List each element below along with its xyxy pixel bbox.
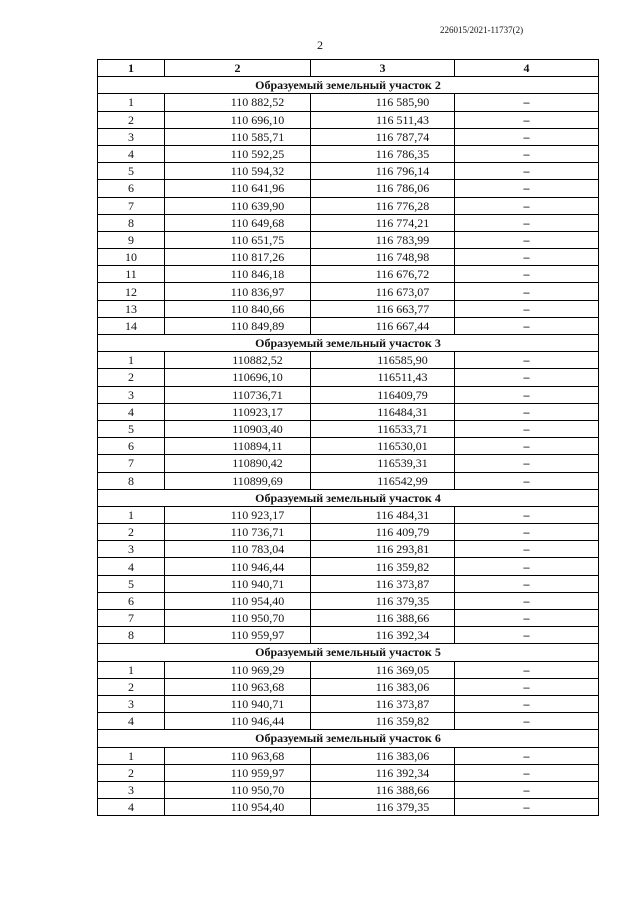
description-cell: – xyxy=(455,627,599,644)
coordinate-value: 116 379,35 xyxy=(375,593,430,608)
description-cell: – xyxy=(455,472,599,489)
coordinate-value: 110 849,89 xyxy=(230,318,285,333)
coordinate-value: 116484,31 xyxy=(377,404,428,419)
coordinate-value: 116585,90 xyxy=(377,353,428,368)
y-coordinate-cell xyxy=(311,249,455,266)
point-number-cell: 8 xyxy=(98,627,165,644)
coordinate-value: 116 786,35 xyxy=(375,147,430,162)
y-coordinate-cell xyxy=(311,781,455,798)
description-cell: – xyxy=(455,713,599,730)
x-coordinate-cell xyxy=(165,231,311,248)
coordinate-value: 116 511,43 xyxy=(375,112,430,127)
coordinate-value: 110 651,75 xyxy=(230,232,285,247)
coordinate-value: 116 392,34 xyxy=(375,765,430,780)
section-title: Образуемый земельный участок 6 xyxy=(98,730,599,747)
description-cell: – xyxy=(455,747,599,764)
x-coordinate-cell xyxy=(165,472,311,489)
point-number-cell: 3 xyxy=(98,781,165,798)
point-number-cell: 8 xyxy=(98,472,165,489)
coordinate-value: 110 946,44 xyxy=(230,559,285,574)
table-row xyxy=(98,94,599,111)
coordinate-value: 110 959,97 xyxy=(230,628,285,643)
point-number-cell: 2 xyxy=(98,764,165,781)
x-coordinate-cell xyxy=(165,180,311,197)
coordinate-value: 110 963,68 xyxy=(230,679,285,694)
y-coordinate-cell xyxy=(311,197,455,214)
coordinate-value: 116 673,07 xyxy=(375,284,430,299)
description-cell: – xyxy=(455,197,599,214)
x-coordinate-cell xyxy=(165,558,311,575)
x-coordinate-cell xyxy=(165,575,311,592)
y-coordinate-cell xyxy=(311,145,455,162)
coordinate-value: 116 796,14 xyxy=(375,164,430,179)
point-number-cell: 1 xyxy=(98,661,165,678)
x-coordinate-cell xyxy=(165,438,311,455)
x-coordinate-cell xyxy=(165,386,311,403)
coordinate-value: 110890,42 xyxy=(232,456,283,471)
coordinate-value: 116 748,98 xyxy=(375,250,430,265)
description-cell: – xyxy=(455,420,599,437)
coordinate-value: 110 969,29 xyxy=(230,662,285,677)
coordinate-value: 110 641,96 xyxy=(230,181,285,196)
table-row xyxy=(98,369,599,386)
table-row xyxy=(98,506,599,523)
description-cell: – xyxy=(455,266,599,283)
table-row xyxy=(98,592,599,609)
section-title: Образуемый земельный участок 2 xyxy=(98,77,599,94)
coordinate-value: 110 840,66 xyxy=(230,301,285,316)
y-coordinate-cell xyxy=(311,369,455,386)
point-number-cell: 4 xyxy=(98,403,165,420)
coordinate-value: 110 940,71 xyxy=(230,576,285,591)
coordinate-value: 116 388,66 xyxy=(375,611,430,626)
point-number-cell: 14 xyxy=(98,317,165,334)
description-cell: – xyxy=(455,231,599,248)
description-cell: – xyxy=(455,695,599,712)
x-coordinate-cell xyxy=(165,610,311,627)
y-coordinate-cell xyxy=(311,266,455,283)
description-cell: – xyxy=(455,403,599,420)
y-coordinate-cell xyxy=(311,747,455,764)
coordinate-value: 116 484,31 xyxy=(375,507,430,522)
description-cell: – xyxy=(455,145,599,162)
table-row xyxy=(98,249,599,266)
coordinate-value: 116 388,66 xyxy=(375,782,430,797)
coordinate-value: 116 787,74 xyxy=(375,129,430,144)
coordinate-value: 110 817,26 xyxy=(230,250,285,265)
coordinate-value: 110 940,71 xyxy=(230,697,285,712)
table-header-row xyxy=(98,60,599,77)
table-row xyxy=(98,627,599,644)
coordinates-table xyxy=(97,59,599,816)
coordinate-value: 116 786,06 xyxy=(375,181,430,196)
point-number-cell: 4 xyxy=(98,799,165,816)
x-coordinate-cell xyxy=(165,781,311,798)
coordinate-value: 110 696,10 xyxy=(230,112,285,127)
point-number-cell: 9 xyxy=(98,231,165,248)
x-coordinate-cell xyxy=(165,799,311,816)
table-row xyxy=(98,610,599,627)
description-cell: – xyxy=(455,678,599,695)
coordinate-value: 116533,71 xyxy=(377,422,428,437)
y-coordinate-cell xyxy=(311,180,455,197)
table-row xyxy=(98,678,599,695)
point-number-cell: 3 xyxy=(98,541,165,558)
x-coordinate-cell xyxy=(165,541,311,558)
description-cell: – xyxy=(455,369,599,386)
point-number-cell: 10 xyxy=(98,249,165,266)
description-cell: – xyxy=(455,128,599,145)
table-row xyxy=(98,231,599,248)
point-number-cell: 3 xyxy=(98,128,165,145)
section-header-row xyxy=(98,335,599,352)
document-number: 226015/2021-11737(2) xyxy=(440,25,524,35)
point-number-cell: 4 xyxy=(98,558,165,575)
table-row xyxy=(98,197,599,214)
x-coordinate-cell xyxy=(165,111,311,128)
coordinate-value: 110882,52 xyxy=(232,353,283,368)
coordinate-value: 110 836,97 xyxy=(230,284,285,299)
description-cell: – xyxy=(455,558,599,575)
x-coordinate-cell xyxy=(165,747,311,764)
table-row xyxy=(98,214,599,231)
point-number-cell: 12 xyxy=(98,283,165,300)
coordinate-value: 116 373,87 xyxy=(375,697,430,712)
description-cell: – xyxy=(455,111,599,128)
description-cell: – xyxy=(455,764,599,781)
point-number-cell: 1 xyxy=(98,94,165,111)
coordinate-value: 110 950,70 xyxy=(230,611,285,626)
coordinate-value: 116530,01 xyxy=(377,439,428,454)
coordinate-value: 110 963,68 xyxy=(230,748,285,763)
coordinate-value: 116 359,82 xyxy=(375,559,430,574)
description-cell: – xyxy=(455,352,599,369)
coordinate-value: 110903,40 xyxy=(232,422,283,437)
coordinate-value: 116 383,06 xyxy=(375,679,430,694)
description-cell: – xyxy=(455,438,599,455)
y-coordinate-cell xyxy=(311,713,455,730)
table-row xyxy=(98,403,599,420)
coordinate-value: 116542,99 xyxy=(377,473,428,488)
y-coordinate-cell xyxy=(311,678,455,695)
description-cell: – xyxy=(455,249,599,266)
coordinate-value: 116 383,06 xyxy=(375,748,430,763)
coordinate-value: 116 359,82 xyxy=(375,714,430,729)
x-coordinate-cell xyxy=(165,163,311,180)
coordinate-value: 110 592,25 xyxy=(230,147,285,162)
coordinate-value: 116 776,28 xyxy=(375,198,430,213)
description-cell: – xyxy=(455,283,599,300)
point-number-cell: 13 xyxy=(98,300,165,317)
point-number-cell: 4 xyxy=(98,713,165,730)
y-coordinate-cell xyxy=(311,472,455,489)
column-header-1: 1 xyxy=(98,60,165,77)
y-coordinate-cell xyxy=(311,317,455,334)
point-number-cell: 2 xyxy=(98,369,165,386)
y-coordinate-cell xyxy=(311,352,455,369)
y-coordinate-cell xyxy=(311,506,455,523)
point-number-cell: 3 xyxy=(98,386,165,403)
description-cell: – xyxy=(455,592,599,609)
table-row xyxy=(98,524,599,541)
coordinate-value: 110696,10 xyxy=(232,370,283,385)
coordinate-value: 110 882,52 xyxy=(230,95,285,110)
point-number-cell: 5 xyxy=(98,420,165,437)
x-coordinate-cell xyxy=(165,661,311,678)
y-coordinate-cell xyxy=(311,420,455,437)
y-coordinate-cell xyxy=(311,695,455,712)
column-header-2: 2 xyxy=(165,60,311,77)
point-number-cell: 2 xyxy=(98,524,165,541)
coordinate-value: 110894,11 xyxy=(232,439,283,454)
y-coordinate-cell xyxy=(311,610,455,627)
coordinate-value: 110 649,68 xyxy=(230,215,285,230)
description-cell: – xyxy=(455,386,599,403)
page-number: 2 xyxy=(317,38,323,52)
description-cell: – xyxy=(455,455,599,472)
coordinate-value: 116409,79 xyxy=(377,387,428,402)
coordinate-value: 116 663,77 xyxy=(375,301,430,316)
y-coordinate-cell xyxy=(311,231,455,248)
y-coordinate-cell xyxy=(311,128,455,145)
table-row xyxy=(98,283,599,300)
point-number-cell: 6 xyxy=(98,438,165,455)
coordinate-value: 116 585,90 xyxy=(375,95,430,110)
x-coordinate-cell xyxy=(165,369,311,386)
coordinate-value: 110 950,70 xyxy=(230,782,285,797)
x-coordinate-cell xyxy=(165,695,311,712)
point-number-cell: 2 xyxy=(98,678,165,695)
x-coordinate-cell xyxy=(165,197,311,214)
section-header-row xyxy=(98,730,599,747)
table-row xyxy=(98,575,599,592)
table-body xyxy=(98,77,599,816)
x-coordinate-cell xyxy=(165,678,311,695)
description-cell: – xyxy=(455,575,599,592)
point-number-cell: 1 xyxy=(98,352,165,369)
coordinate-value: 116 379,35 xyxy=(375,800,430,815)
coordinate-value: 110 954,40 xyxy=(230,593,285,608)
coordinate-value: 110923,17 xyxy=(232,404,283,419)
x-coordinate-cell xyxy=(165,300,311,317)
point-number-cell: 6 xyxy=(98,592,165,609)
description-cell: – xyxy=(455,506,599,523)
table-row xyxy=(98,713,599,730)
description-cell: – xyxy=(455,661,599,678)
x-coordinate-cell xyxy=(165,283,311,300)
coordinate-value: 110736,71 xyxy=(232,387,283,402)
y-coordinate-cell xyxy=(311,558,455,575)
x-coordinate-cell xyxy=(165,128,311,145)
description-cell: – xyxy=(455,781,599,798)
description-cell: – xyxy=(455,541,599,558)
table-row xyxy=(98,163,599,180)
y-coordinate-cell xyxy=(311,111,455,128)
coordinate-value: 110 959,97 xyxy=(230,765,285,780)
table-row xyxy=(98,541,599,558)
table-row xyxy=(98,747,599,764)
coordinate-value: 116 373,87 xyxy=(375,576,430,591)
y-coordinate-cell xyxy=(311,300,455,317)
y-coordinate-cell xyxy=(311,455,455,472)
section-title: Образуемый земельный участок 4 xyxy=(98,489,599,506)
table-row xyxy=(98,661,599,678)
table-row xyxy=(98,438,599,455)
table-row xyxy=(98,455,599,472)
x-coordinate-cell xyxy=(165,713,311,730)
coordinate-value: 110 954,40 xyxy=(230,800,285,815)
x-coordinate-cell xyxy=(165,420,311,437)
point-number-cell: 7 xyxy=(98,197,165,214)
x-coordinate-cell xyxy=(165,266,311,283)
x-coordinate-cell xyxy=(165,592,311,609)
x-coordinate-cell xyxy=(165,403,311,420)
point-number-cell: 1 xyxy=(98,506,165,523)
table-row xyxy=(98,386,599,403)
x-coordinate-cell xyxy=(165,249,311,266)
y-coordinate-cell xyxy=(311,403,455,420)
description-cell: – xyxy=(455,799,599,816)
x-coordinate-cell xyxy=(165,455,311,472)
coordinate-value: 116 667,44 xyxy=(375,318,430,333)
coordinate-value: 116539,31 xyxy=(377,456,428,471)
section-header-row xyxy=(98,489,599,506)
x-coordinate-cell xyxy=(165,627,311,644)
x-coordinate-cell xyxy=(165,352,311,369)
x-coordinate-cell xyxy=(165,145,311,162)
point-number-cell: 6 xyxy=(98,180,165,197)
coordinate-value: 110899,69 xyxy=(232,473,283,488)
table-row xyxy=(98,695,599,712)
coordinate-value: 110 736,71 xyxy=(230,525,285,540)
point-number-cell: 5 xyxy=(98,163,165,180)
column-header-4: 4 xyxy=(455,60,599,77)
x-coordinate-cell xyxy=(165,214,311,231)
coordinate-value: 110 846,18 xyxy=(230,267,285,282)
description-cell: – xyxy=(455,214,599,231)
table-row xyxy=(98,764,599,781)
coordinate-value: 116 774,21 xyxy=(375,215,430,230)
y-coordinate-cell xyxy=(311,661,455,678)
description-cell: – xyxy=(455,317,599,334)
point-number-cell: 8 xyxy=(98,214,165,231)
point-number-cell: 5 xyxy=(98,575,165,592)
coordinate-value: 116 369,05 xyxy=(375,662,430,677)
coordinate-value: 110 639,90 xyxy=(230,198,285,213)
table-row xyxy=(98,300,599,317)
description-cell: – xyxy=(455,163,599,180)
section-header-row xyxy=(98,644,599,661)
point-number-cell: 2 xyxy=(98,111,165,128)
point-number-cell: 3 xyxy=(98,695,165,712)
y-coordinate-cell xyxy=(311,592,455,609)
y-coordinate-cell xyxy=(311,214,455,231)
coordinate-value: 116 392,34 xyxy=(375,628,430,643)
point-number-cell: 1 xyxy=(98,747,165,764)
y-coordinate-cell xyxy=(311,386,455,403)
coordinate-value: 116511,43 xyxy=(377,370,428,385)
table-row xyxy=(98,420,599,437)
description-cell: – xyxy=(455,524,599,541)
coordinate-value: 116 293,81 xyxy=(375,542,430,557)
description-cell: – xyxy=(455,300,599,317)
section-title: Образуемый земельный участок 3 xyxy=(98,335,599,352)
x-coordinate-cell xyxy=(165,524,311,541)
x-coordinate-cell xyxy=(165,506,311,523)
coordinate-value: 116 783,99 xyxy=(375,232,430,247)
table-row xyxy=(98,180,599,197)
y-coordinate-cell xyxy=(311,524,455,541)
coordinate-value: 110 585,71 xyxy=(230,129,285,144)
table-row xyxy=(98,128,599,145)
y-coordinate-cell xyxy=(311,541,455,558)
y-coordinate-cell xyxy=(311,438,455,455)
coordinate-value: 116 676,72 xyxy=(375,267,430,282)
coordinate-value: 116 409,79 xyxy=(375,525,430,540)
table-row xyxy=(98,352,599,369)
table-row xyxy=(98,558,599,575)
description-cell: – xyxy=(455,94,599,111)
section-header-row xyxy=(98,77,599,94)
table-row xyxy=(98,472,599,489)
point-number-cell: 7 xyxy=(98,455,165,472)
column-header-3: 3 xyxy=(311,60,455,77)
table-row xyxy=(98,799,599,816)
section-title: Образуемый земельный участок 5 xyxy=(98,644,599,661)
table-row xyxy=(98,111,599,128)
y-coordinate-cell xyxy=(311,163,455,180)
coordinate-value: 110 594,32 xyxy=(230,164,285,179)
y-coordinate-cell xyxy=(311,799,455,816)
point-number-cell: 11 xyxy=(98,266,165,283)
table-row xyxy=(98,317,599,334)
coordinate-value: 110 923,17 xyxy=(230,507,285,522)
y-coordinate-cell xyxy=(311,94,455,111)
table-row xyxy=(98,781,599,798)
point-number-cell: 7 xyxy=(98,610,165,627)
description-cell: – xyxy=(455,180,599,197)
y-coordinate-cell xyxy=(311,283,455,300)
y-coordinate-cell xyxy=(311,764,455,781)
x-coordinate-cell xyxy=(165,317,311,334)
x-coordinate-cell xyxy=(165,94,311,111)
y-coordinate-cell xyxy=(311,575,455,592)
table-row xyxy=(98,266,599,283)
table-row xyxy=(98,145,599,162)
point-number-cell: 4 xyxy=(98,145,165,162)
y-coordinate-cell xyxy=(311,627,455,644)
coordinate-value: 110 946,44 xyxy=(230,714,285,729)
coordinate-value: 110 783,04 xyxy=(230,542,285,557)
description-cell: – xyxy=(455,610,599,627)
x-coordinate-cell xyxy=(165,764,311,781)
